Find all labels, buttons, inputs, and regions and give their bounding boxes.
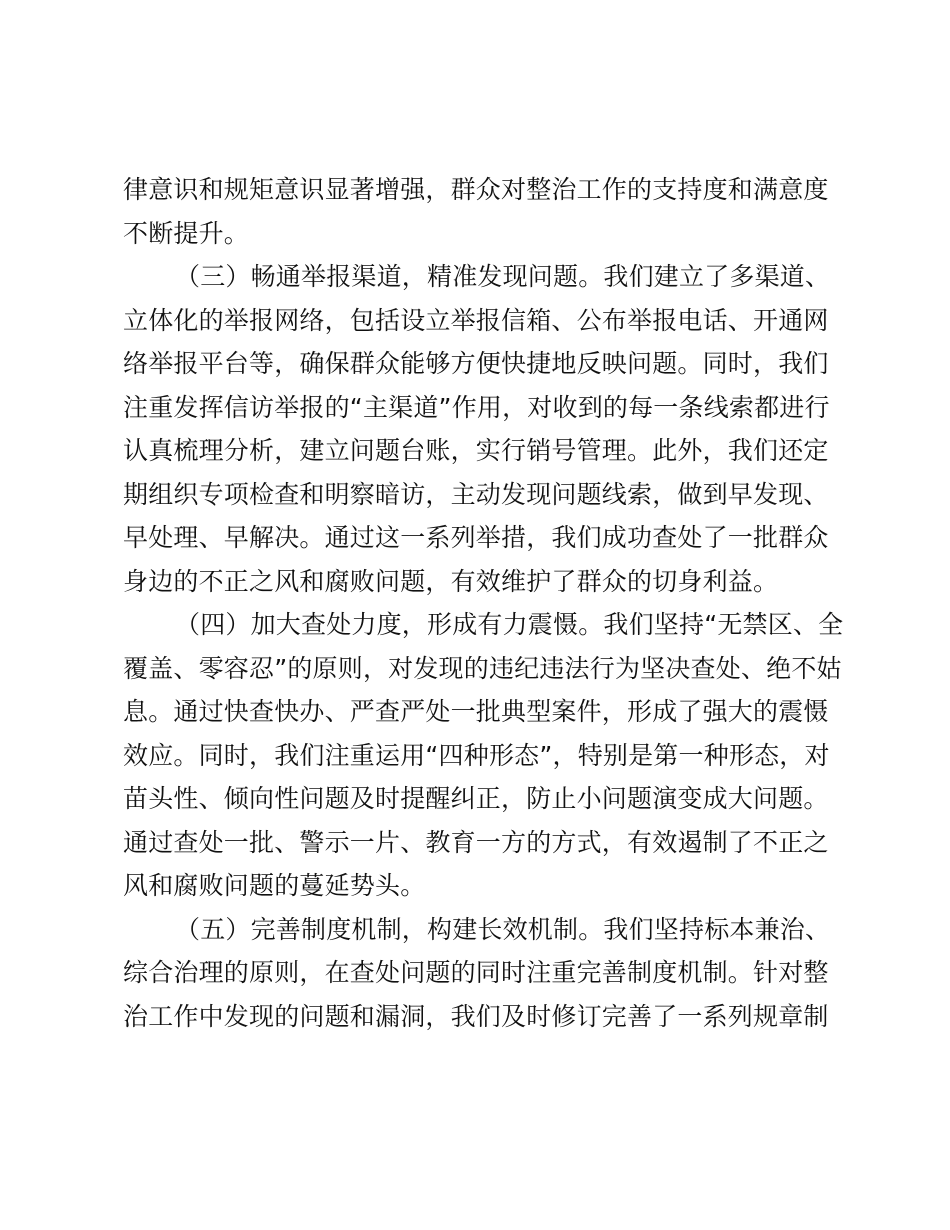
section-heading-line: （五）完善制度机制，构建长效机制。我们坚持标本兼治、 (175, 914, 831, 944)
body-line: 认真梳理分析，建立问题台账，实行销号管理。此外，我们还定 (123, 436, 829, 465)
body-line: 律意识和规矩意识显著增强，群众对整治工作的支持度和满意度 (123, 175, 829, 204)
body-line: 效应。同时，我们注重运用“四种形态”，特别是第一种形态，对 (123, 740, 830, 770)
body-line: 苗头性、倾向性问题及时提醒纠正，防止小问题演变成大问题。 (123, 784, 829, 813)
section-heading-line: （四）加大查处力度，形成有力震慑。我们坚持“无禁区、全 (175, 610, 844, 639)
body-line: 立体化的举报网络，包括设立举报信箱、公布举报电话、开通网 (123, 305, 829, 335)
body-line: 治工作中发现的问题和漏洞，我们及时修订完善了一系列规章制 (123, 1001, 829, 1031)
body-line: 期组织专项检查和明察暗访，主动发现问题线索，做到早发现、 (123, 479, 829, 509)
body-line: 身边的不正之风和腐败问题，有效维护了群众的切身利益。 (123, 566, 779, 596)
body-line: 早处理、早解决。通过这一系列举措，我们成功查处了一批群众 (123, 523, 829, 552)
body-line: 不断提升。 (123, 218, 250, 248)
body-line: 息。通过快查快办、严查严处一批典型案件，形成了强大的震慑 (123, 697, 829, 726)
section-heading-line: （三）畅通举报渠道，精准发现问题。我们建立了多渠道、 (175, 262, 831, 291)
body-line: 注重发挥信访举报的“主渠道”作用，对收到的每一条线索都进行 (123, 392, 830, 422)
document-body (123, 168, 844, 1038)
body-line: 覆盖、零容忍”的原则，对发现的违纪违法行为坚决查处、绝不姑 (123, 653, 842, 683)
body-line: 络举报平台等，确保群众能够方便快捷地反映问题。同时，我们 (123, 349, 829, 378)
body-line: 风和腐败问题的蔓延势头。 (123, 871, 426, 900)
body-line: 通过查处一批、警示一片、教育一方的方式，有效遏制了不正之 (123, 827, 829, 857)
body-line: 综合治理的原则，在查处问题的同时注重完善制度机制。针对整 (123, 958, 829, 987)
